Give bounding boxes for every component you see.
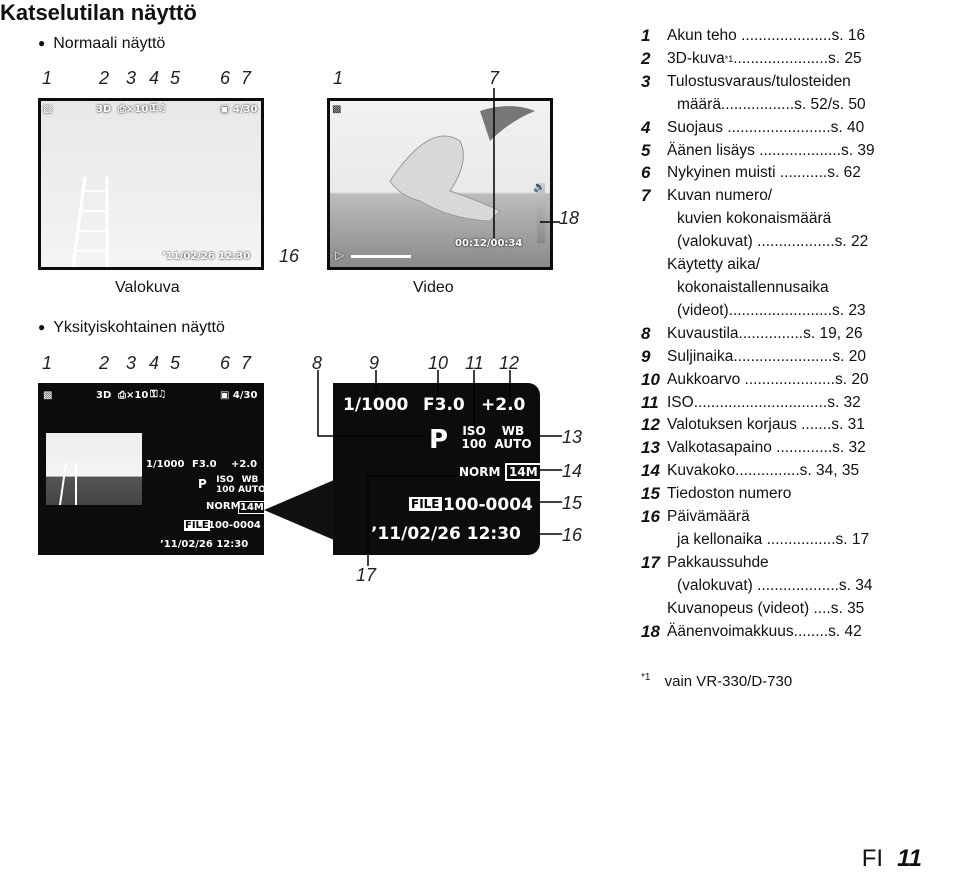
progress-bar (351, 255, 411, 258)
legend-text: Tulostusvaraus/tulosteiden (667, 72, 851, 90)
label-photo: Valokuva (115, 279, 180, 296)
legend-text: Aukkoarvo .....................s. 20 (667, 370, 869, 388)
footnote (641, 672, 792, 690)
three-d-icon: 3D (96, 104, 112, 115)
legend-row (641, 25, 951, 48)
zoom-mode: P (429, 425, 449, 455)
legend-row (641, 552, 951, 575)
legend-num: 4 (641, 117, 651, 137)
legend-row (641, 48, 951, 71)
legend-text: Päivämäärä (667, 508, 750, 526)
detail-aperture: F3.0 (192, 459, 217, 470)
detail-file-icon: FILE (185, 520, 209, 531)
legend-row (641, 598, 951, 621)
battery-icon: ▩ (43, 104, 53, 115)
legend-num: 5 (641, 140, 651, 160)
zoom-exposure: +2.0 (481, 395, 526, 415)
legend-row (641, 621, 951, 644)
legend-text: Valotuksen korjaus .......s. 31 (667, 416, 865, 434)
legend-num: 17 (641, 552, 660, 572)
callout-d4: 4 (149, 353, 160, 373)
legend-num: 13 (641, 438, 660, 458)
detail-iso (216, 475, 234, 495)
callout-line-7 (489, 88, 499, 238)
video-time: 00:12/00:34 (455, 238, 523, 249)
normal-photo-screen (38, 98, 264, 270)
ladder-image (41, 101, 261, 267)
detail-norm: NORM (206, 501, 241, 512)
callout-d1: 1 (42, 353, 53, 373)
callout-17: 17 (356, 565, 377, 585)
legend-text: Tiedoston numero (667, 485, 792, 503)
legend-text: Pakkaussuhde (667, 553, 769, 571)
callout-line-18 (540, 220, 560, 224)
detailed-thumbnail (46, 433, 142, 505)
legend-text: 3D-kuva (667, 49, 725, 67)
zoom-norm: NORM (459, 465, 501, 479)
zoom-iso-val: 100 (461, 437, 487, 451)
section-detailed: ● Yksityiskohtainen näyttö (38, 319, 225, 337)
callout-16: 16 (279, 246, 300, 266)
legend-text: Kuvakoko...............s. 34, 35 (667, 462, 860, 480)
callout-10: 10 (428, 353, 449, 373)
legend-row (641, 71, 951, 94)
zoom-wb-top: WB (501, 424, 525, 438)
legend-row (641, 208, 951, 231)
legend-num: 18 (641, 621, 660, 641)
callout-13: 13 (562, 427, 583, 447)
legend-row (641, 94, 951, 117)
detail-wb (238, 475, 266, 495)
label-video: Video (413, 279, 454, 296)
callout-d2: 2 (99, 353, 110, 373)
legend-text: Kuvan numero/ (667, 187, 773, 205)
play-icon: ▷ (335, 248, 345, 262)
legend-text: Suljinaika.......................s. 20 (667, 347, 866, 365)
section-normal: ● Normaali näyttö (38, 35, 165, 53)
legend-row (641, 117, 951, 140)
protect-icon: ⚿♫ (150, 103, 167, 114)
legend-num: 2 (641, 48, 651, 68)
detail-frame: ▣ 4/30 (220, 390, 258, 401)
page-lang: FI (861, 845, 884, 872)
legend-num: 6 (641, 163, 651, 183)
legend-row (641, 437, 951, 460)
legend-row (641, 140, 951, 163)
detail-iso-val: 100 (216, 485, 235, 495)
footnote-text: vain VR-330/D-730 (664, 673, 793, 690)
page-number (862, 845, 922, 873)
callout-d6: 6 (220, 353, 231, 373)
detail-wb-val: AUTO (238, 485, 266, 495)
detail-shutter: 1/1000 (146, 459, 185, 470)
callout-15: 15 (562, 493, 583, 513)
legend-num: 11 (641, 392, 659, 412)
legend-row (641, 392, 951, 415)
legend-num: 9 (641, 346, 651, 366)
callout-d7: 7 (241, 353, 252, 373)
legend-list (641, 25, 951, 643)
legend-cont: Kuvanopeus (videot) ....s. 35 (667, 599, 865, 617)
detail-print: ⎙×10 (118, 390, 149, 401)
legend-cont: (valokuvat) ...................s. 34 (677, 576, 873, 594)
legend-sup: *1 (724, 53, 734, 64)
detail-battery-icon: ▩ (43, 390, 53, 401)
callout-2: 2 (99, 68, 110, 88)
legend-text: Nykyinen muisti ...........s. 62 (667, 164, 861, 182)
callout-12: 12 (499, 353, 520, 373)
callout-14: 14 (562, 461, 583, 481)
legend-row (641, 185, 951, 208)
print-icon: ⎙×10 (118, 104, 149, 115)
callout-7: 7 (241, 68, 252, 88)
legend-num: 15 (641, 484, 660, 504)
callout-5: 5 (170, 68, 181, 88)
legend-row (641, 323, 951, 346)
thumb-ladder (46, 433, 142, 505)
legend-text: Valkotasapaino .............s. 32 (667, 439, 866, 457)
legend-row (641, 575, 951, 598)
video-battery-icon: ▩ (332, 104, 342, 115)
legend-row (641, 483, 951, 506)
photo-preview (41, 101, 261, 267)
legend-row (641, 231, 951, 254)
footnote-mark: *1 (641, 672, 651, 683)
detail-size: 14M (240, 502, 264, 513)
zoom-shutter: 1/1000 (343, 395, 409, 415)
detailed-screen (38, 383, 264, 555)
detail-iso-top: ISO (216, 475, 234, 485)
legend-row (641, 506, 951, 529)
callout-8: 8 (312, 353, 323, 373)
callout-6: 6 (220, 68, 231, 88)
legend-cont: kuvien kokonaismäärä (677, 210, 832, 228)
date-time: ’11/02/26 12:30 (162, 251, 251, 262)
legend-row (641, 369, 951, 392)
callout-d5: 5 (170, 353, 181, 373)
zoom-file-num: 100-0004 (443, 495, 533, 515)
detail-mode: P (198, 477, 207, 491)
page-title: Katselutilan näyttö (0, 0, 197, 25)
legend-cont: kokonaistallennusaika (677, 278, 829, 296)
detail-3d: 3D (96, 390, 112, 401)
page-num: 11 (897, 845, 922, 872)
legend-cont: (valokuvat) ..................s. 22 (677, 233, 869, 251)
legend-num: 10 (641, 369, 660, 389)
legend-num: 1 (641, 26, 651, 45)
legend-cont: (videot)........................s. 23 (677, 301, 866, 319)
zoom-callout-lines (300, 370, 583, 590)
legend-cont: ja kellonaika ................s. 17 (677, 530, 870, 548)
legend-row (641, 277, 951, 300)
legend-cont: määrä.................s. 52/s. 50 (677, 95, 866, 113)
callout-1: 1 (42, 68, 53, 88)
zoom-aperture: F3.0 (423, 395, 465, 415)
legend-num: 16 (641, 507, 660, 527)
legend-text: Äänenvoimakkuus........s. 42 (667, 622, 862, 640)
video-screen (327, 98, 553, 270)
detail-wb-top: WB (241, 475, 259, 485)
legend-text: Kuvaustila...............s. 19, 26 (667, 324, 863, 342)
legend-text: Äänen lisäys ...................s. 39 (667, 141, 875, 159)
detail-file-num: 100-0004 (208, 520, 261, 531)
legend-text: ISO...............................s. 32 (667, 393, 861, 411)
legend-num: 3 (641, 71, 651, 91)
callout-16b: 16 (562, 525, 583, 545)
legend-row (641, 414, 951, 437)
frame-counter: ▣ 4/30 (220, 104, 258, 115)
callout-9: 9 (369, 353, 380, 373)
legend-num: 8 (641, 323, 651, 343)
speaker-icon: 🔉 (533, 182, 546, 193)
detail-protect-icon: ⚿♫ (150, 389, 167, 400)
legend-row (641, 300, 951, 323)
legend-row (641, 460, 951, 483)
legend-cont: Käytetty aika/ (667, 256, 761, 274)
zoom-wb-val: AUTO (494, 437, 532, 451)
zoom-date: ’11/02/26 12:30 (371, 524, 521, 544)
legend-num: 7 (641, 186, 651, 206)
callout-18: 18 (559, 208, 580, 228)
legend-text: Suojaus ........................s. 40 (667, 118, 865, 136)
zoom-iso-top: ISO (462, 424, 486, 438)
callout-11: 11 (465, 353, 484, 373)
zoom-size: 14M (505, 463, 542, 481)
legend-num: 12 (641, 415, 660, 435)
legend-row (641, 254, 951, 277)
callout-d3: 3 (126, 353, 137, 373)
callout-4: 4 (149, 68, 160, 88)
detail-exposure: +2.0 (231, 459, 258, 470)
legend-text: Akun teho .....................s. 16 (667, 27, 866, 44)
legend-num: 14 (641, 461, 660, 481)
legend-row (641, 346, 951, 369)
zoom-file-icon: FILE (411, 497, 440, 511)
legend-text: ......................s. 25 (733, 49, 862, 67)
callout-3: 3 (126, 68, 137, 88)
legend-row (641, 529, 951, 552)
legend-row (641, 162, 951, 185)
detail-date: ’11/02/26 12:30 (160, 539, 249, 550)
callout-video-7: 7 (489, 68, 500, 88)
callout-video-1: 1 (333, 68, 344, 88)
